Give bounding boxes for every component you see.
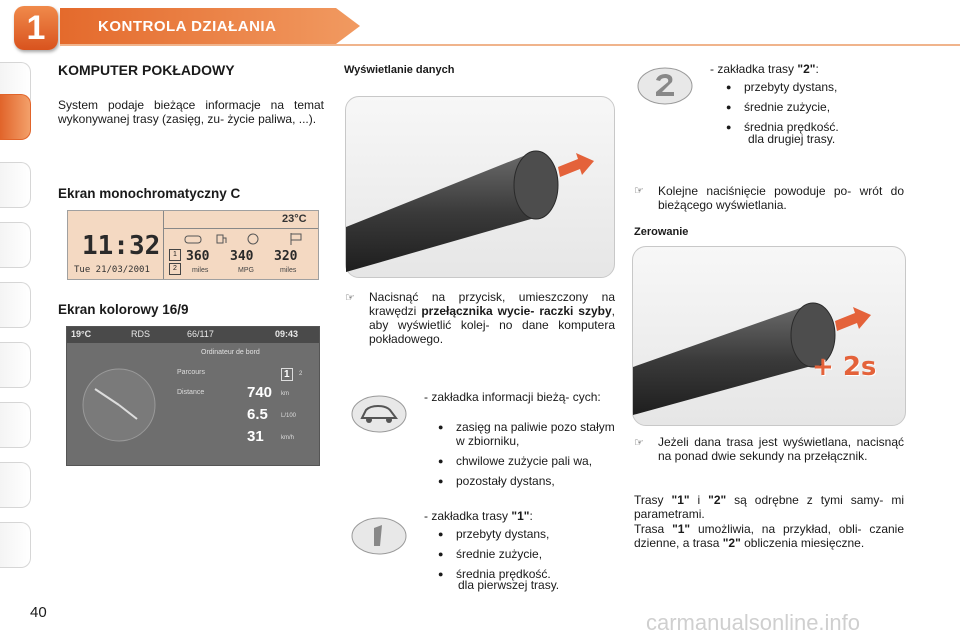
trip-icons [183, 231, 313, 247]
reset-heading: Zerowanie [634, 226, 689, 238]
screen-row: 6.5 L/100 [247, 406, 297, 423]
chapter-tab[interactable] [0, 222, 31, 268]
tab-2-indicator: 2 [169, 263, 181, 275]
tab-2-icon [636, 66, 694, 111]
outside-temp: 19°C [71, 329, 92, 339]
chapter-tabs [0, 62, 34, 582]
pointer-icon: ☞ [634, 437, 644, 449]
unit-label: MPG [238, 267, 254, 274]
list-item: ● średnie zużycie, [722, 100, 912, 114]
color-display [66, 326, 320, 466]
mono-heading: Ekran monochromatyczny C [58, 186, 241, 201]
mono-icon-strip [183, 231, 313, 247]
chapter-tab[interactable] [0, 282, 31, 328]
tab-2-footer: dla drugiej trasy. [748, 132, 836, 146]
chapter-tab[interactable] [0, 522, 31, 568]
color-heading: Ekran kolorowy 16/9 [58, 302, 189, 317]
compass-icon [79, 357, 169, 457]
tab-1-label: - zakładka trasy "1": [424, 509, 533, 523]
screen-row: Parcours 1 2 [177, 369, 303, 380]
radio-mode: RDS [131, 329, 151, 339]
frequency: 66/117 [187, 329, 214, 339]
page-number: 40 [30, 604, 47, 621]
next-press-text: Kolejne naciśnięcie powoduje po- wrót do bieżącego wyświetlania. [658, 184, 904, 212]
chapter-tab[interactable] [0, 162, 31, 208]
car-icon [350, 394, 408, 439]
list-item: ● średnia prędkość. [434, 567, 616, 581]
trips-separate-text: Trasy "1" i "2" są odrębne z tymi samy- mi parametrami. [634, 493, 904, 521]
trips-example-text: Trasa "1" umożliwia, na przykład, obli- czanie dzienne, a trasa "2" obliczenia miesięczne. [634, 522, 904, 550]
range-value: 360 [186, 249, 210, 264]
status-bar [67, 327, 319, 343]
chapter-tab-active[interactable] [0, 94, 31, 140]
list-item: ● średnie zużycie, [434, 547, 616, 561]
tab-1-footer: dla pierwszej trasy. [458, 578, 560, 592]
list-item: ● zasięg na paliwie pozo stałym w zbiorniku, [434, 420, 616, 448]
pointer-icon: ☞ [345, 292, 355, 304]
list-item: ● średnia prędkość. [722, 120, 912, 134]
screen-row: Distance 740 km [177, 384, 289, 401]
mono-display [67, 210, 319, 280]
section-title: KOMPUTER POKŁADOWY [58, 62, 235, 78]
unit-label: miles [280, 267, 297, 274]
consumption-value: 340 [230, 249, 254, 264]
tab-info-list [434, 420, 616, 494]
pointer-icon: ☞ [634, 185, 644, 197]
reset-instruction: Jeżeli dana trasa jest wyświetlana, nacisnąć na ponad dwie sekundy na przełącznik. [658, 435, 904, 463]
list-item: ● przebyty dystans, [722, 80, 912, 94]
wiper-stalk-photo [345, 96, 615, 278]
tab-2-list [722, 80, 912, 140]
distance-value: 320 [274, 249, 298, 264]
watermark: carmanualsonline.info [646, 610, 861, 635]
screen-title: Ordinateur de bord [201, 349, 260, 356]
clock: 09:43 [275, 329, 299, 339]
display-heading: Wyświetlanie danych [344, 64, 455, 76]
chapter-tab[interactable] [0, 462, 31, 508]
temperature: 23°C [282, 213, 307, 225]
list-item: ● przebyty dystans, [434, 527, 616, 541]
intro-text: System podaje bieżące informacje na temat wykonywanej trasy (zasięg, zu- życie paliwa, ...). [58, 98, 324, 126]
tab-2-label: - zakładka trasy "2": [710, 62, 819, 76]
unit-label: miles [192, 267, 209, 274]
date: Tue 21/03/2001 [74, 265, 150, 275]
reset-stalk-illustration [633, 247, 905, 425]
chapter-tab[interactable] [0, 402, 31, 448]
tab-info-label: - zakładka informacji bieżą- cych: [424, 390, 601, 404]
wiper-stalk-illustration [346, 97, 614, 277]
tab-1-indicator: 1 [169, 249, 181, 261]
press-instruction: Nacisnąć na przycisk, umieszczony na krawędzi przełącznika wycie- raczki szyby, aby wyświetlić kolej- no dane komputera pokładowego. [369, 290, 616, 346]
page-title: KONTROLA DZIAŁANIA [98, 18, 277, 35]
list-item: ● chwilowe zużycie pali wa, [434, 454, 616, 468]
reset-stalk-photo [632, 246, 906, 426]
chapter-tab[interactable] [0, 342, 31, 388]
hold-2s-badge: + 2s [812, 352, 877, 382]
tab-1-icon [350, 516, 408, 561]
list-item: ● pozostały dystans, [434, 474, 616, 488]
header-divider [60, 44, 960, 46]
screen-row: 31 km/h [247, 428, 295, 445]
chapter-badge: 1 [14, 6, 58, 50]
clock: 11:32 [82, 231, 161, 261]
